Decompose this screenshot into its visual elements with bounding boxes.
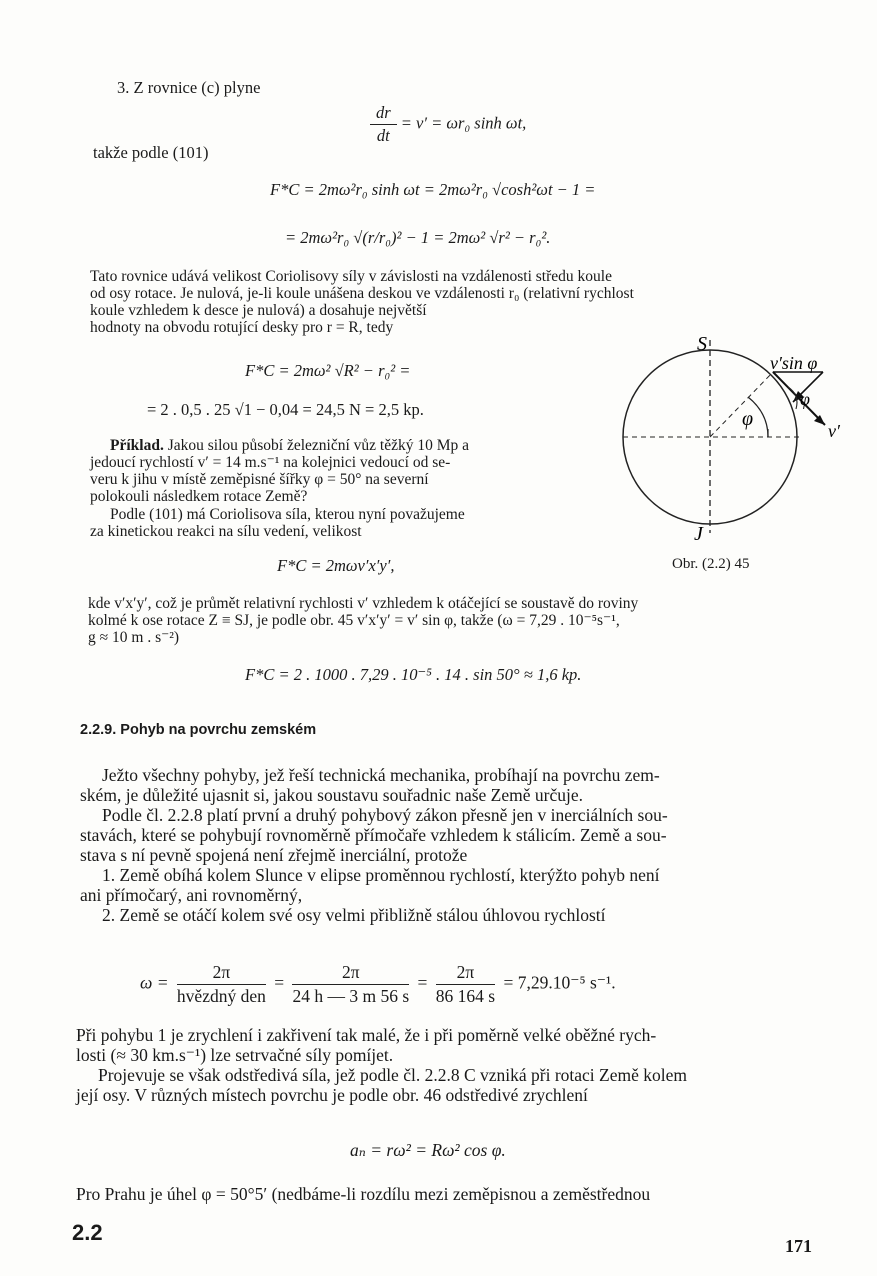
figure-45-rotating-sphere [610,325,865,555]
text-line: stavách, které se pohybují rovnoměrně přímočaře vzhledem k stálicím. Země a sou- [80,825,667,845]
text-line: 1. Země obíhá kolem Slunce v elipse proměnnou rychlostí, kterýžto pohyb není [102,865,660,885]
text-line: Podle (101) má Coriolisova síla, kterou nyní považujeme [110,506,465,523]
omega-lhs: ω = [140,972,169,993]
equation-an: aₙ = rω² = Rω² cos φ. [350,1140,506,1160]
text-line: Tato rovnice udává velikost Coriolisovy síly v závislosti na vzdálenosti středu koule [90,268,612,285]
text-line: Projevuje se však odstředivá síla, jež podle čl. 2.2.8 C vzniká při rotaci Země kolem [98,1065,688,1085]
fraction-denominator: 24 h — 3 m 56 s [292,986,410,1006]
fraction-numerator: 2π [292,962,409,985]
text-line: veru k jihu v místě zeměpisné šířky φ = 50° na severní [90,471,429,488]
equation-fc-3: F*C = 2mω² √R² − r₀² = [245,361,411,380]
fraction-numerator: dr [370,103,397,125]
paragraph-podle-101 [90,506,602,540]
paragraph-priklad [90,437,602,505]
fraction-denominator: 86 164 s [435,986,496,1006]
equation-fc-6: F*C = 2 . 1000 . 7,29 . 10⁻⁵ . 14 . sin 50° ≈ 1,6 kp. [245,665,582,684]
equation-fc-1: F*C = 2mω²r₀ sinh ωt = 2mω²r₀ √cosh²ωt − 1 = [270,180,596,199]
text-line: hodnoty na obvodu rotující desky pro r = R, tedy [90,319,394,336]
fraction-denominator: dt [376,126,390,145]
equation-fc-5: F*C = 2mωv′x′y′, [277,556,395,575]
label-phi-inner: φ [742,408,754,430]
label-v: v′ [828,421,840,441]
paragraph-jezto [80,765,840,925]
label-S: S [697,333,707,355]
text-line: od osy rotace. Je nulová, je-li koule unášena deskou ve vzdálenosti r₀ (relativní rychlost [90,285,634,302]
footer-section-number: 2.2 [72,1220,103,1245]
text-line: ském, je důležité ujasnit si, jakou soustavu souřadnic naše Země určuje. [80,785,583,805]
paragraph-praha: Pro Prahu je úhel φ = 50°5′ (nedbáme-li rozdílu mezi zeměpisnou a zeměstřednou [76,1184,651,1204]
page-number: 171 [785,1236,812,1256]
fraction-numerator: 2π [177,962,266,985]
item-3-intro: 3. Z rovnice (c) plyne [117,78,261,97]
takze-podle-text: takže podle (101) [93,143,209,162]
paragraph-kde [88,595,843,646]
text-line: Ježto všechny pohyby, jež řeší technická mechanika, probíhají na povrchu zem- [102,765,660,785]
example-label: Příklad. [110,437,164,454]
text-line: koule vzhledem k desce je nulová) a dosahuje největší [90,302,427,319]
text-line: ani přímočarý, ani rovnoměrný, [80,885,303,905]
paragraph-pri-pohybu [76,1025,844,1105]
text-line: kde v′x′y′, což je průmět relativní rychlosti v′ vzhledem k otáčející se soustavě do roviny [88,595,639,612]
text-line: Při pohybu 1 je zrychlení i zakřivení tak malé, že i při poměrně velké oběžné rych- [76,1025,657,1045]
text-line: 2. Země se otáčí kolem své osy velmi přibližně stálou úhlovou rychlostí [102,905,606,925]
text-line: Příklad. Jakou silou působí železniční vůz těžký 10 Mp a [90,437,602,454]
text-line: za kinetickou reakci na sílu vedení, velikost [90,523,362,540]
text-line: g ≈ 10 m . s⁻²) [88,629,180,646]
equation-rhs: = v′ = ωr₀ sinh ωt, [400,113,527,133]
text-line: polokouli následkem rotace Země? [90,488,308,505]
fraction-denominator: hvězdný den [176,986,266,1006]
text-line: její osy. V různých místech povrchu je podle obr. 46 odstředivé zrychlení [76,1085,588,1105]
text-line: jedoucí rychlostí v′ = 14 m.s⁻¹ na kolejnici vedoucí od se- [90,454,451,471]
text-line: kolmé k ose rotace Z ≡ SJ, je podle obr. 45 v′x′y′ = v′ sin φ, takže (ω = 7,29 . 10⁻⁵s⁻¹, [88,612,620,629]
equation-omega: ω = $\frac{2\pi}{\text{hvězdný den}}$ = $\frac{2\pi}{24 h — 3 m 56 s}$ = $\frac{2\pi}{86 164 s}$ = 7,29.10⁻⁵ s⁻¹. [140,962,616,1006]
label-J: J [694,523,703,545]
text-line: stava s ní pevně spojená není zřejmě inerciální, protože [80,845,468,865]
section-heading: 2.2.9. Pohyb na povrchu zemském [80,722,317,738]
text-line: Podle čl. 2.2.8 platí první a druhý pohybový zákon přesně jen v inerciálních sou- [102,805,668,825]
equation-fc-4: = 2 . 0,5 . 25 √1 − 0,04 = 24,5 N = 2,5 kp. [147,400,424,419]
equation-dr-dt [370,103,526,146]
equation-fc-2: = 2mω²r₀ √(r/r₀)² − 1 = 2mω² √r² − r₀². [285,228,551,247]
figure-caption: Obr. (2.2) 45 [672,556,750,572]
fraction-numerator: 2π [436,962,495,985]
label-phi-outer: φ [800,389,810,409]
text-line: losti (≈ 30 km.s⁻¹) lze setrvačné síly pomíjet. [76,1045,394,1065]
label-vsin-phi: v′sin φ [770,353,818,373]
omega-rhs: = 7,29.10⁻⁵ s⁻¹. [503,972,616,993]
